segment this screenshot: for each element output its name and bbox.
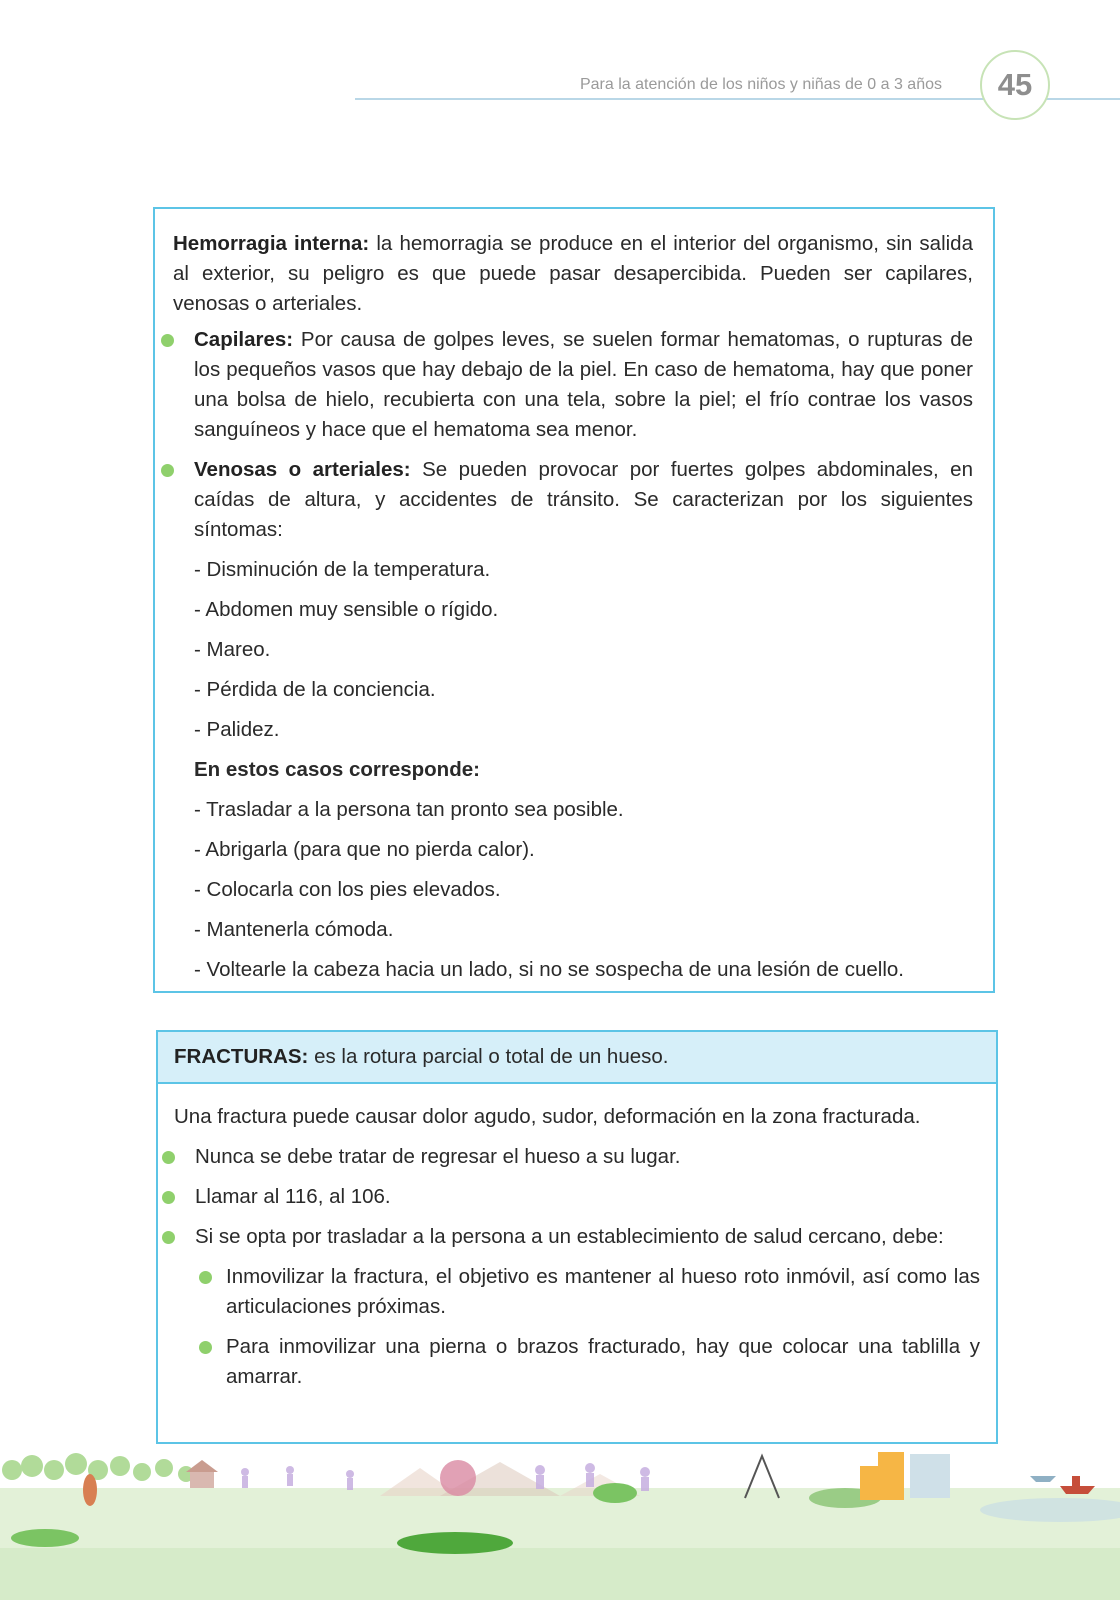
bullet-dot-icon: [162, 1231, 175, 1244]
running-title: Para la atención de los niños y niñas de 0 a 3 años: [579, 76, 942, 93]
bullet-dot-icon: [199, 1271, 212, 1284]
bullet-term: Venosas o arteriales:: [194, 458, 411, 481]
bush-icon: [11, 1529, 79, 1547]
symptom-item: - Pérdida de la conciencia.: [194, 678, 436, 701]
bullet-text: Nunca se debe tratar de regresar el hueso a su lugar.: [195, 1145, 681, 1168]
bullet-dot-icon: [161, 334, 174, 347]
boat-icon: [1060, 1476, 1095, 1494]
symptom-item: - Disminución de la temperatura.: [194, 558, 491, 581]
fracturas-sub-bullet: [174, 1332, 980, 1392]
symptom-item: - Palidez.: [194, 718, 280, 741]
person-icon: [440, 1460, 476, 1496]
fracturas-bullet: [174, 1222, 980, 1252]
sub-bullet-text: Inmovilizar la fractura, el objetivo es mantener al hueso roto inmóvil, así como las articulaciones próximas.: [226, 1265, 980, 1318]
person-icon: [83, 1474, 97, 1506]
bullet-dot-icon: [162, 1191, 175, 1204]
bush-icon: [397, 1532, 513, 1554]
tree-icon: [2, 1453, 194, 1482]
bullet-text: Se pueden provocar por fuertes golpes abdominales, en caídas de altura, y accidentes de tránsito. Se caracterizan por los siguientes síntomas:: [194, 458, 973, 541]
fracturas-sub-bullet: [174, 1262, 980, 1322]
fracturas-definition: es la rotura parcial o total de un hueso.: [308, 1045, 669, 1068]
bullet-dot-icon: [161, 464, 174, 477]
bullet-capilares: [173, 325, 973, 445]
action-item: - Abrigarla (para que no pierda calor).: [194, 838, 535, 861]
action-item: - Mantenerla cómoda.: [194, 918, 394, 941]
fracturas-header: [158, 1032, 996, 1084]
bullet-dot-icon: [162, 1151, 175, 1164]
action-item: - Trasladar a la persona tan pronto sea posible.: [194, 798, 624, 821]
fracturas-bullet: [174, 1142, 980, 1172]
intro-term: Hemorragia interna:: [173, 232, 370, 255]
sub-bullet-text: Para inmovilizar una pierna o brazos fracturado, hay que colocar una tablilla y amarrar.: [226, 1335, 980, 1388]
fracturas-box: [156, 1030, 998, 1444]
bullet-term: Capilares:: [194, 328, 294, 351]
actions-heading: En estos casos corresponde:: [194, 758, 480, 781]
symptom-item: - Mareo.: [194, 638, 271, 661]
bullet-venosas: [173, 455, 973, 545]
fracturas-body: [158, 1084, 996, 1392]
bullet-text: Por causa de golpes leves, se suelen formar hematomas, o rupturas de los pequeños vasos que hay debajo de la piel. En caso de hematoma, hay que poner una bolsa de hielo, recubierta con una tela, sobre la piel; el frío contrae los vasos sanguíneos y hace que el hematoma sea menor.: [194, 328, 973, 441]
bullet-text: Si se opta por trasladar a la persona a un establecimiento de salud cercano, debe:: [195, 1225, 944, 1248]
fracturas-term: FRACTURAS:: [174, 1045, 309, 1068]
action-item: - Voltearle la cabeza hacia un lado, si no se sospecha de una lesión de cuello.: [194, 958, 905, 981]
landscape-illustration: [0, 1448, 1120, 1600]
house-icon: [186, 1460, 218, 1488]
fracturas-bullet: [174, 1182, 980, 1212]
intro-paragraph: [173, 229, 973, 319]
bullet-dot-icon: [199, 1341, 212, 1354]
symptom-item: - Abdomen muy sensible o rígido.: [194, 598, 499, 621]
bullet-text: Llamar al 116, al 106.: [195, 1185, 391, 1208]
bush-icon: [593, 1483, 637, 1503]
action-item: - Colocarla con los pies elevados.: [194, 878, 501, 901]
hemorragia-interna-box: [153, 207, 995, 993]
intro-text: la hemorragia se produce en el interior del organismo, sin salida al exterior, su peligro es que puede pasar desapercibida. Pueden ser capilares, venosas o arteriales.: [173, 232, 973, 315]
boat-icon: [1030, 1476, 1056, 1482]
page-number: 45: [980, 50, 1050, 120]
fracturas-intro: Una fractura puede causar dolor agudo, sudor, deformación en la zona fracturada.: [174, 1105, 921, 1128]
